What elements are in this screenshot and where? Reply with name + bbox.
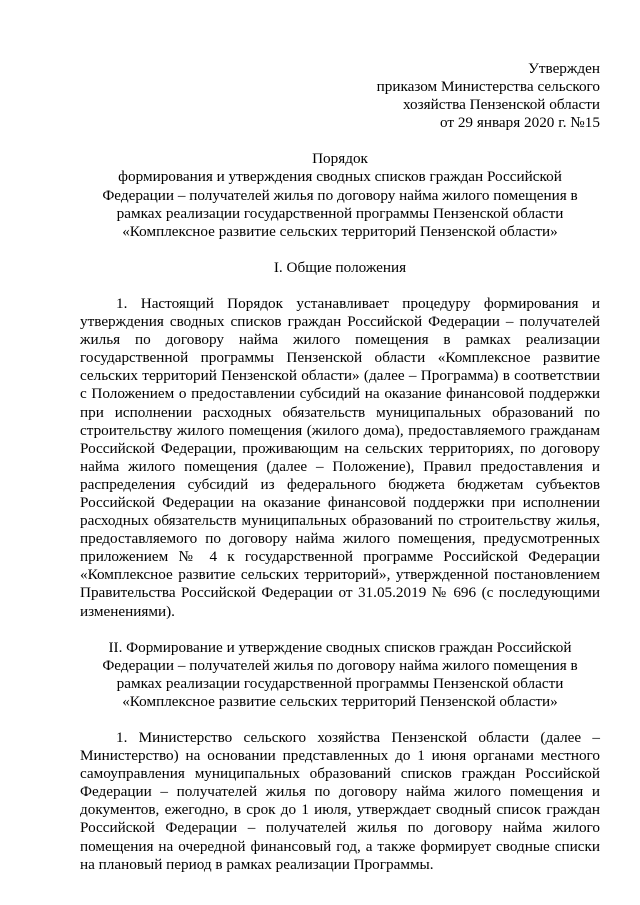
document-page <box>80 60 600 874</box>
approval-line-date: от 29 января 2020 г. №15 <box>440 114 600 132</box>
section-2-heading <box>80 639 600 711</box>
title-line: рамках реализации государственной программы Пензенской области <box>116 204 564 222</box>
section-2-heading-line: рамках реализации государственной программы Пензенской области <box>116 674 564 692</box>
title-line: формирования и утверждения сводных списков граждан Российской <box>118 168 562 186</box>
section-2-heading-line: Федерации – получателей жилья по договору найма жилого помещения в <box>102 656 578 674</box>
title-line: Федерации – получателей жилья по договору найма жилого помещения в <box>102 186 578 204</box>
approval-line-ministry: хозяйства Пензенской области <box>403 96 600 114</box>
approval-line-approved: Утвержден <box>528 60 600 77</box>
title-line: Порядок <box>312 150 368 168</box>
approval-block <box>80 60 600 132</box>
approval-line-order: приказом Министерства сельского <box>376 78 600 96</box>
title-line: «Комплексное развитие сельских территорий Пензенской области» <box>122 222 558 240</box>
section-1-paragraph-1: 1. Настоящий Порядок устанавливает процедуру формирования и утверждения сводных списков граждан Российской Федерации – получателей жилья по договору найма жилого помещения в рамках реализации государственной программы Пензенской области «Комплексное развитие сельских территорий Пензенской области» (далее – Программа) в соответствии с Положением о предоставлении субсидий на оказание финансовой поддержки при исполнении расходных обязательств муниципальных образований по строительству жилого помещения (жилого дома), предоставляемого гражданам Российской Федерации, проживающим на сельских территориях, по договору найма жилого помещения (далее – Положение), Правил предоставления и распределения субсидий из федерального бюджета бюджетам субъектов Российской Федерации на оказание финансовой поддержки при исполнении расходных обязательств муниципальных образований по строительству жилья, предоставляемого по договору найма жилого помещения, предусмотренных приложением № 4 к государственной программе Российской Федерации «Комплексное развитие сельских территорий», утвержденной постановлением Правительства Российской Федерации от 31.05.2019 № 696 (с последующими изменениями). <box>80 294 600 620</box>
section-2-paragraph-1: 1. Министерство сельского хозяйства Пензенской области (далее – Министерство) на основании представленных до 1 июня органами местного самоуправления муниципальных образований списков граждан Российской Федерации – получателей жилья по договору найма жилого помещения и документов, ежегодно, в срок до 1 июля, утверждает сводный список граждан Российской Федерации – получателей жилья по договору найма жилого помещения на очередной финансовый год, а также формирует сводные списки на плановый период в рамках реализации Программы. <box>80 729 600 873</box>
document-title <box>80 150 600 240</box>
section-2-heading-line: «Комплексное развитие сельских территорий Пензенской области» <box>122 692 558 710</box>
section-2-heading-line: II. Формирование и утверждение сводных списков граждан Российской <box>108 638 572 656</box>
section-1-heading: I. Общие положения <box>273 258 407 276</box>
